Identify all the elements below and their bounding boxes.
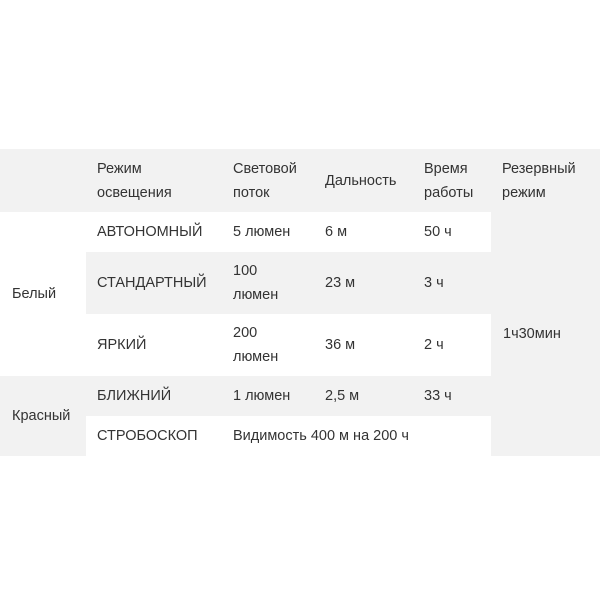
- flux-cell: 100 люмен: [222, 252, 314, 314]
- group-white-label: Белый: [0, 212, 86, 376]
- time-cell: 33 ч: [413, 376, 491, 416]
- header-empty: [0, 149, 86, 212]
- flux-cell: 5 люмен: [222, 212, 314, 252]
- table-header-row: [0, 149, 600, 212]
- header-time: Время работы: [413, 149, 491, 212]
- flux-cell: 1 люмен: [222, 376, 314, 416]
- range-cell: 36 м: [314, 314, 413, 376]
- time-cell: 3 ч: [413, 252, 491, 314]
- group-red-label: Красный: [0, 376, 86, 456]
- mode-cell: СТАНДАРТНЫЙ: [86, 252, 222, 314]
- mode-cell: ЯРКИЙ: [86, 314, 222, 376]
- flux-cell: 200 люмен: [222, 314, 314, 376]
- mode-cell: АВТОНОМНЫЙ: [86, 212, 222, 252]
- mode-cell: СТРОБОСКОП: [86, 416, 222, 456]
- strobe-note-cell: Видимость 400 м на 200 ч: [222, 416, 491, 456]
- range-cell: 23 м: [314, 252, 413, 314]
- specs-table: [0, 149, 600, 456]
- specs-table-container: [0, 149, 600, 456]
- range-cell: 2,5 м: [314, 376, 413, 416]
- time-cell: 50 ч: [413, 212, 491, 252]
- header-mode: Режим освещения: [86, 149, 222, 212]
- header-range: Дальность: [314, 149, 413, 212]
- reserve-mode-cell: 1ч30мин: [491, 212, 600, 456]
- header-reserve: Резервный режим: [491, 149, 600, 212]
- mode-cell: БЛИЖНИЙ: [86, 376, 222, 416]
- header-flux: Световой поток: [222, 149, 314, 212]
- time-cell: 2 ч: [413, 314, 491, 376]
- range-cell: 6 м: [314, 212, 413, 252]
- table-row: [0, 212, 600, 252]
